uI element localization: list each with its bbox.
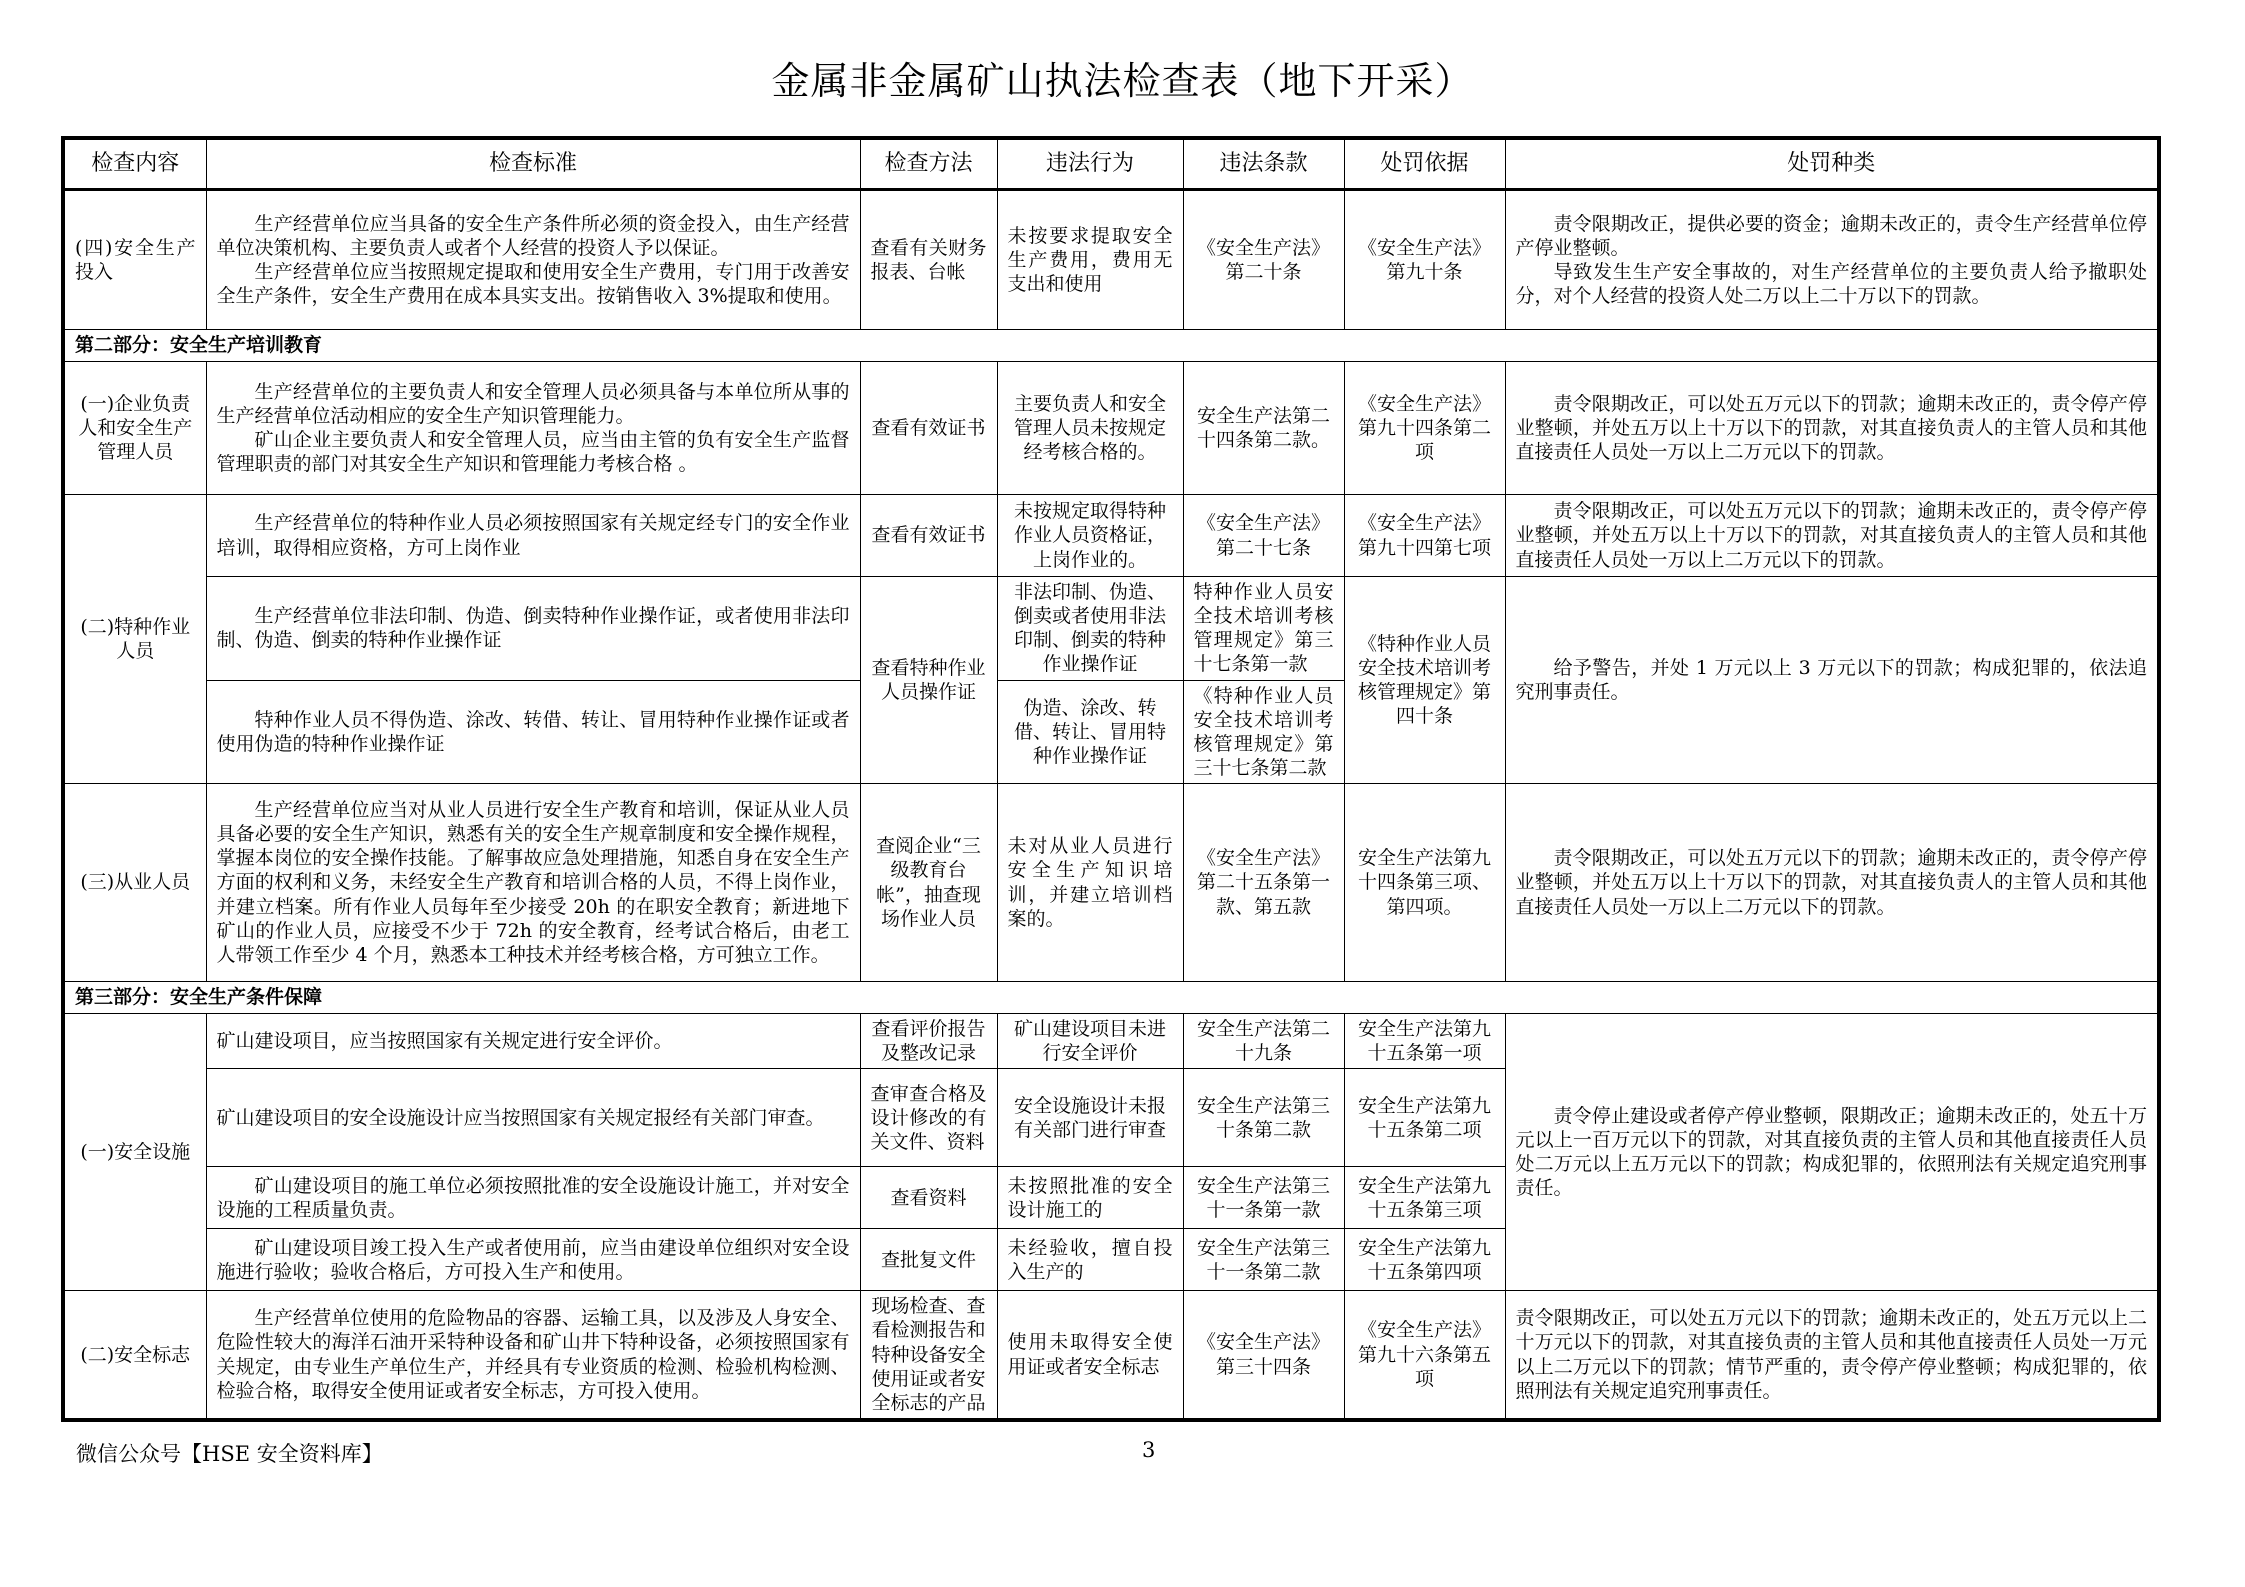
header-row: [63, 138, 2159, 190]
penalty-paragraph: 责令限期改正，可以处五万元以下的罚款；逾期未改正的，责令停产停业整顿，并处五万以上十万以下的罚款，对其直接负责人的主管人员和其他直接责任人员处一万以上二万元以下的罚款。: [1515, 392, 2147, 464]
violation: 伪造、涂改、转借、转让、冒用特种作业操作证: [997, 680, 1183, 784]
section-title: 第二部分：安全生产培训教育: [63, 330, 2159, 362]
violation: 未按照批准的安全设计施工的: [997, 1167, 1183, 1229]
violation: 未对从业人员进行安全生产知识培训，并建立培训档案的。: [997, 784, 1183, 982]
penalty-type: [1505, 784, 2159, 982]
header-method: 检查方法: [860, 138, 997, 190]
penalty-basis: 《安全生产法》第九十六条第五项: [1344, 1291, 1505, 1420]
check-standard: [206, 1229, 860, 1291]
table-row: [63, 190, 2159, 330]
check-content: (四)安全生产投入: [63, 190, 206, 330]
check-standard: [206, 190, 860, 330]
check-standard: 矿山建设项目的安全设施设计应当按照国家有关规定报经有关部门审查。: [206, 1069, 860, 1167]
violation-clause: 《特种作业人员安全技术培训考核管理规定》第三十七条第二款: [1183, 680, 1344, 784]
section-header-row: [63, 982, 2159, 1014]
check-standard: [206, 784, 860, 982]
violation: 未经验收，擅自投入生产的: [997, 1229, 1183, 1291]
standard-paragraph: 矿山建设项目竣工投入生产或者使用前，应当由建设单位组织对安全设施进行验收；验收合格后，方可投入生产和使用。: [216, 1236, 850, 1283]
table-row: [63, 495, 2159, 577]
check-standard: [206, 1291, 860, 1420]
header-standard: 检查标准: [206, 138, 860, 190]
check-method: 查看有效证书: [860, 495, 997, 577]
standard-paragraph: 生产经营单位应当按照规定提取和使用安全生产费用，专门用于改善安全生产条件，安全生产费用在成本具实支出。按销售收入 3%提取和使用。: [216, 261, 850, 308]
penalty-type: [1505, 1014, 2159, 1291]
page-title: 金属非金属矿山执法检查表（地下开采）: [771, 59, 1474, 103]
standard-paragraph: 生产经营单位应当对从业人员进行安全生产教育和培训，保证从业人员具备必要的安全生产知识，熟悉有关的安全生产规章制度和安全操作规程，掌握本岗位的安全操作技能。了解事故应急处理措施，知悉自身在安全生产方面的权利和义务，未经安全生产教育和培训合格的人员，不得上岗作业，并建立档案。所有作业人员每年至少接受 20h 的在职安全教育；新进地下矿山的作业人员，应接受不少于 72h 的安全教育，经考试合格后，由老工人带领工作至少 4 个月，熟悉本工种技术并经考核合格，方可独立工作。: [216, 799, 850, 966]
violation-clause: 安全生产法第二十九条: [1183, 1014, 1344, 1069]
violation-clause: 《安全生产法》第二十条: [1183, 190, 1344, 330]
check-method: 查批复文件: [860, 1229, 997, 1291]
penalty-type: [1505, 362, 2159, 495]
standard-paragraph: 矿山建设项目的施工单位必须按照批准的安全设施设计施工，并对安全设施的工程质量负责。: [216, 1174, 850, 1221]
penalty-paragraph: 责令限期改正，可以处五万元以下的罚款；逾期未改正的，责令停产停业整顿，并处五万以上十万以下的罚款，对其直接负责人的主管人员和其他直接责任人员处一万以上二万元以下的罚款。: [1515, 500, 2147, 571]
check-standard: [206, 577, 860, 681]
check-method: 查审查合格及设计修改的有关文件、资料: [860, 1069, 997, 1167]
violation-clause: 《安全生产法》第二十七条: [1183, 495, 1344, 577]
standard-paragraph: 矿山企业主要负责人和安全管理人员，应当由主管的负有安全生产监督管理职责的部门对其安全生产知识和管理能力考核合格 。: [216, 429, 850, 476]
penalty-type: [1505, 577, 2159, 784]
violation: 未按要求提取安全生产费用，费用无支出和使用: [997, 190, 1183, 330]
section-header-row: [63, 330, 2159, 362]
check-method: 查看资料: [860, 1167, 997, 1229]
table-row: [63, 1291, 2159, 1420]
violation: 矿山建设项目未进行安全评价: [997, 1014, 1183, 1069]
standard-paragraph: 生产经营单位的主要负责人和安全管理人员必须具备与本单位所从事的生产经营单位活动相应的安全生产知识管理能力。: [216, 380, 850, 427]
standard-paragraph: 生产经营单位非法印制、伪造、倒卖特种作业操作证，或者使用非法印制、伪造、倒卖的特种作业操作证: [216, 605, 850, 652]
violation: 非法印制、伪造、倒卖或者使用非法印制、倒卖的特种作业操作证: [997, 577, 1183, 681]
violation-clause: 安全生产法第三十一条第二款: [1183, 1229, 1344, 1291]
penalty-paragraph: 责令限期改正，提供必要的资金；逾期未改正的，责令生产经营单位停产停业整顿。: [1515, 212, 2147, 259]
header-penalty: 处罚种类: [1505, 138, 2159, 190]
violation-clause: 《安全生产法》第三十四条: [1183, 1291, 1344, 1420]
check-method: 查看有关财务报表、台帐: [860, 190, 997, 330]
check-method: 现场检查、查看检测报告和特种设备安全使用证或者安全标志的产品: [860, 1291, 997, 1420]
standard-paragraph: 生产经营单位的特种作业人员必须按照国家有关规定经专门的安全作业培训，取得相应资格，方可上岗作业: [216, 512, 850, 559]
check-method: 查阅企业“三级教育台帐”，抽查现场作业人员: [860, 784, 997, 982]
check-standard: 矿山建设项目，应当按照国家有关规定进行安全评价。: [206, 1014, 860, 1069]
penalty-basis: 安全生产法第九十四条第三项、第四项。: [1344, 784, 1505, 982]
check-standard: [206, 680, 860, 784]
table-row: [63, 1014, 2159, 1069]
check-content: (一)企业负责人和安全生产管理人员: [63, 362, 206, 495]
penalty-basis: 《安全生产法》第九十条: [1344, 190, 1505, 330]
penalty-basis: 《安全生产法》第九十四第七项: [1344, 495, 1505, 577]
check-content: (二)安全标志: [63, 1291, 206, 1420]
table-row: [63, 577, 2159, 681]
violation-clause: 特种作业人员安全技术培训考核管理规定》第三十七条第一款: [1183, 577, 1344, 681]
penalty-basis: 《安全生产法》第九十四条第二项: [1344, 362, 1505, 495]
penalty-paragraph: 责令停止建设或者停产停业整顿，限期改正；逾期未改正的，处五十万元以上一百万元以下的罚款，对其直接负责的主管人员和其他直接责任人员处二万元以上五万元以下的罚款；构成犯罪的，依照刑法有关规定追究刑事责任。: [1515, 1104, 2147, 1200]
check-method: 查看评价报告及整改记录: [860, 1014, 997, 1069]
table-row: [63, 362, 2159, 495]
violation: 主要负责人和安全管理人员未按规定经考核合格的。: [997, 362, 1183, 495]
violation: 使用未取得安全使用证或者安全标志: [997, 1291, 1183, 1420]
violation-clause: 安全生产法第二十四条第二款。: [1183, 362, 1344, 495]
header-violation: 违法行为: [997, 138, 1183, 190]
check-content: (二)特种作业人员: [63, 495, 206, 784]
penalty-paragraph: 导致发生生产安全事故的，对生产经营单位的主要负责人给予撤职处分，对个人经营的投资人处二万以上二十万以下的罚款。: [1515, 261, 2147, 308]
standard-paragraph: 生产经营单位应当具备的安全生产条件所必须的资金投入，由生产经营单位决策机构、主要负责人或者个人经营的投资人予以保证。: [216, 212, 850, 259]
violation-clause: 安全生产法第三十一条第一款: [1183, 1167, 1344, 1229]
violation-clause: 《安全生产法》第二十五条第一款、第五款: [1183, 784, 1344, 982]
violation-clause: 安全生产法第三十条第二款: [1183, 1069, 1344, 1167]
penalty-type: [1505, 495, 2159, 577]
violation: 未按规定取得特种作业人员资格证，上岗作业的。: [997, 495, 1183, 577]
check-content: (一)安全设施: [63, 1014, 206, 1291]
header-content: 检查内容: [63, 138, 206, 190]
check-standard: [206, 495, 860, 577]
check-content: (三)从业人员: [63, 784, 206, 982]
penalty-type: 责令限期改正，可以处五万元以下的罚款；逾期未改正的，处五万元以上二十万元以下的罚款，对其直接负责的主管人员和其他直接责任人员处一万元以上二万元以下的罚款；情节严重的，责令停产停业整顿；构成犯罪的，依照刑法有关规定追究刑事责任。: [1505, 1291, 2159, 1420]
standard-paragraph: 生产经营单位使用的危险物品的容器、运输工具，以及涉及人身安全、危险性较大的海洋石油开采特种设备和矿山井下特种设备，必须按照国家有关规定，由专业生产单位生产，并经具有专业资质的检测、检验机构检测、检验合格，取得安全使用证或者安全标志，方可投入使用。: [216, 1307, 850, 1402]
check-standard: [206, 362, 860, 495]
header-clause: 违法条款: [1183, 138, 1344, 190]
penalty-type: [1505, 190, 2159, 330]
penalty-basis: 安全生产法第九十五条第四项: [1344, 1229, 1505, 1291]
check-standard: [206, 1167, 860, 1229]
table-row: [63, 784, 2159, 982]
penalty-paragraph: 给予警告，并处 1 万元以上 3 万元以下的罚款；构成犯罪的，依法追究刑事责任。: [1515, 656, 2147, 703]
section-title: 第三部分：安全生产条件保障: [63, 982, 2159, 1014]
violation: 安全设施设计未报有关部门进行审查: [997, 1069, 1183, 1167]
header-basis: 处罚依据: [1344, 138, 1505, 190]
penalty-basis: 《特种作业人员安全技术培训考核管理规定》第四十条: [1344, 577, 1505, 784]
page-number: 3: [1142, 1438, 1156, 1462]
inspection-table: [61, 136, 2161, 1422]
check-method: 查看有效证书: [860, 362, 997, 495]
penalty-paragraph: 责令限期改正，可以处五万元以下的罚款；逾期未改正的，责令停产停业整顿，并处五万以上十万以下的罚款，对其直接负责人的主管人员和其他直接责任人员处一万以上二万元以下的罚款。: [1515, 847, 2147, 918]
standard-paragraph: 特种作业人员不得伪造、涂改、转借、转让、冒用特种作业操作证或者使用伪造的特种作业操作证: [216, 708, 850, 755]
penalty-basis: 安全生产法第九十五条第二项: [1344, 1069, 1505, 1167]
check-method: 查看特种作业人员操作证: [860, 577, 997, 784]
penalty-basis: 安全生产法第九十五条第一项: [1344, 1014, 1505, 1069]
penalty-basis: 安全生产法第九十五条第三项: [1344, 1167, 1505, 1229]
footer-source: 微信公众号【HSE 安全资料库】: [76, 1442, 383, 1466]
